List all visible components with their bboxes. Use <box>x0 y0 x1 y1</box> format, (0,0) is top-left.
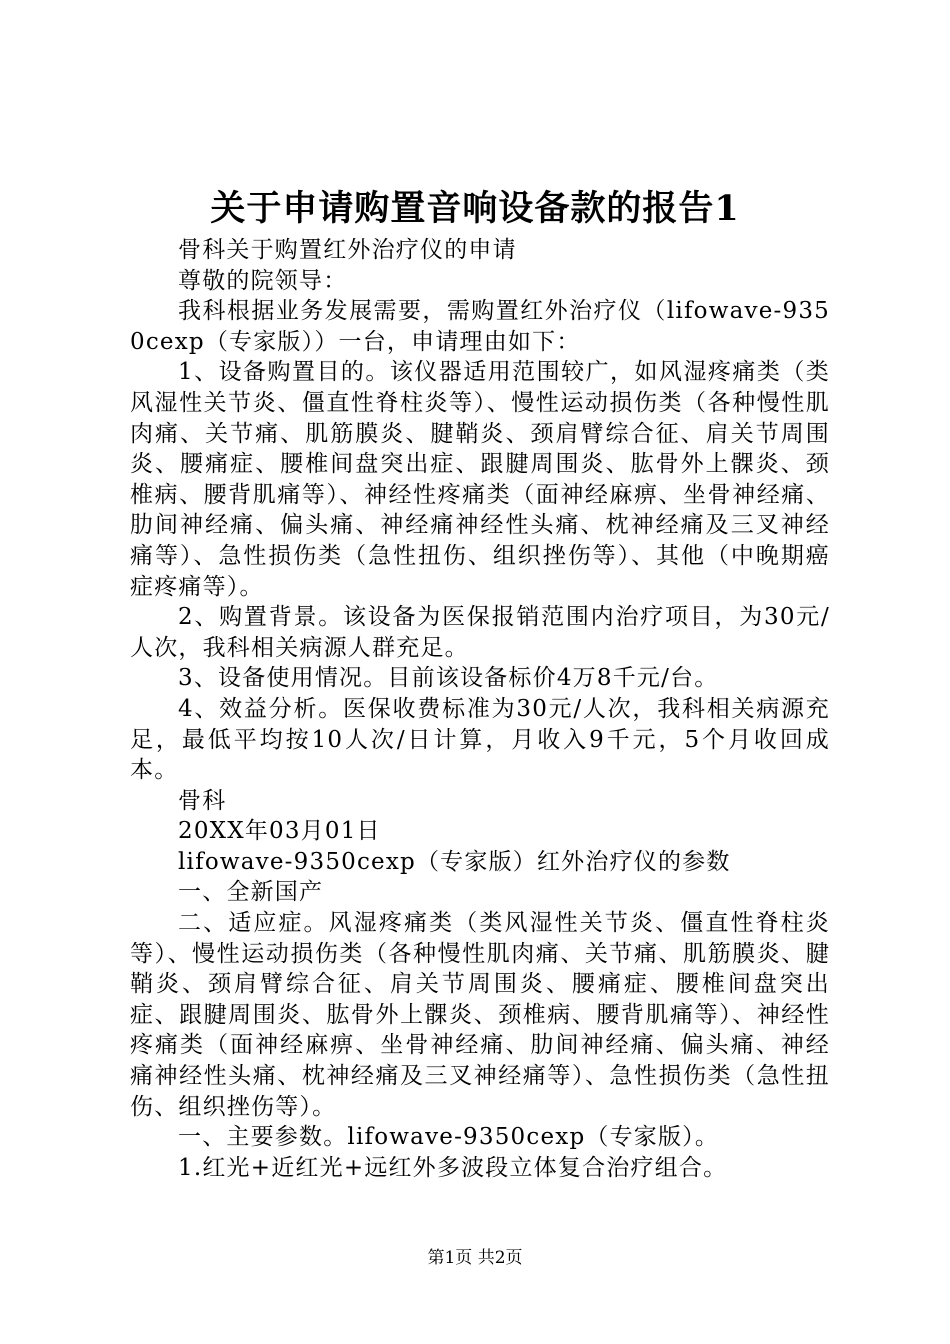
paragraph-benefit: 4、效益分析。医保收费标准为30元/人次，我科相关病源充足，最低平均按10人次/日计算，月收入9千元，5个月收回成本。 <box>130 695 830 784</box>
document-title: 关于申请购置音响设备款的报告1 <box>210 188 740 229</box>
paragraph-intro: 我科根据业务发展需要，需购置红外治疗仪（lifowave-9350cexp（专家版））一台，申请理由如下： <box>130 298 830 355</box>
document-body <box>130 235 830 1183</box>
paragraph-param-1: 1.红光+近红光+远红外多波段立体复合治疗组合。 <box>178 1154 728 1181</box>
paragraph-purpose: 1、设备购置目的。该仪器适用范围较广，如风湿疼痛类（类风湿性关节炎、僵直性脊柱炎等）、慢性运动损伤类（各种慢性肌肉痛、关节痛、肌筋膜炎、腱鞘炎、颈肩臂综合征、肩关节周围炎、腰痛症、腰椎间盘突出症、跟腱周围炎、肱骨外上髁炎、颈椎病、腰背肌痛等）、神经性疼痛类（面神经麻痹、坐骨神经痛、肋间神经痛、偏头痛、神经痛神经性头痛、枕神经痛及三叉神经痛等）、急性损伤类（急性扭伤、组织挫伤等）、其他（中晚期癌症疼痛等）。 <box>130 359 830 600</box>
paragraph-background: 2、购置背景。该设备为医保报销范围内治疗项目，为30元/人次，我科相关病源人群充足。 <box>130 604 830 661</box>
paragraph-usage: 3、设备使用情况。目前该设备标价4万8千元/台。 <box>178 665 719 692</box>
paragraph-salutation: 尊敬的院领导： <box>178 267 348 294</box>
paragraph-params-heading: lifowave-9350cexp（专家版）红外治疗仪的参数 <box>178 848 731 875</box>
paragraph-date: 20XX年03月01日 <box>178 818 381 845</box>
paragraph-main-params: 一、主要参数。lifowave-9350cexp（专家版）。 <box>178 1124 720 1151</box>
page-footer: 第1页 共2页 <box>427 1248 523 1268</box>
paragraph-signature: 骨科 <box>178 787 227 814</box>
paragraph-application-heading: 骨科关于购置红外治疗仪的申请 <box>178 237 517 263</box>
paragraph-indications: 二、适应症。风湿疼痛类（类风湿性关节炎、僵直性脊柱炎等）、慢性运动损伤类（各种慢性肌肉痛、关节痛、肌筋膜炎、腱鞘炎、颈肩臂综合征、肩关节周围炎、腰痛症、腰椎间盘突出症、跟腱周围炎、肱骨外上髁炎、颈椎病、腰背肌痛等）、神经性疼痛类（面神经麻痹、坐骨神经痛、肋间神经痛、偏头痛、神经痛神经性头痛、枕神经痛及三叉神经痛等）、急性损伤类（急性扭伤、组织挫伤等）。 <box>130 910 830 1120</box>
paragraph-new-domestic: 一、全新国产 <box>178 879 324 906</box>
